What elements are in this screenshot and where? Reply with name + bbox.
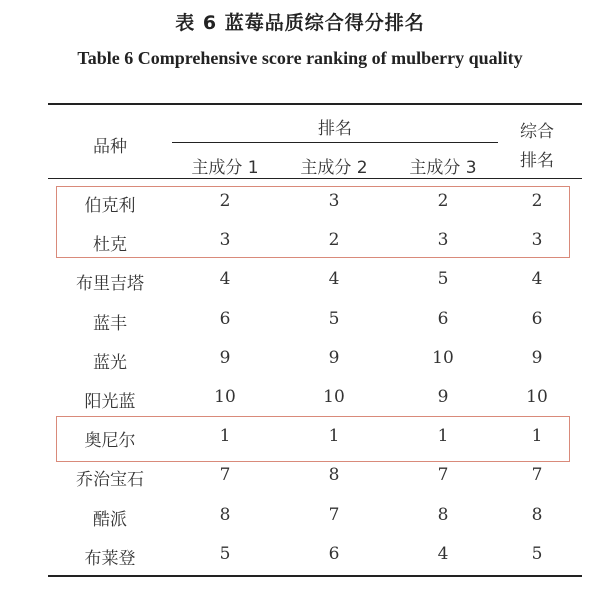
header-pc3: 主成分 3	[409, 158, 477, 178]
table-cell-variety: 布莱登	[84, 548, 136, 569]
table-cell-pc2: 8	[328, 465, 340, 486]
header-rule	[48, 178, 582, 179]
table-cell-pc3: 2	[437, 191, 449, 211]
table-cell-overall: 7	[531, 465, 543, 486]
table-cell-variety: 酷派	[93, 509, 127, 530]
table-cell-overall: 9	[531, 347, 543, 368]
table-cell-pc3: 7	[437, 465, 449, 486]
table-cell-pc3: 6	[437, 308, 449, 329]
bottom-rule	[48, 575, 582, 577]
top-rule	[48, 103, 582, 105]
header-rank-group: 排名	[318, 119, 352, 139]
table-cell-variety: 蓝光	[93, 352, 127, 373]
table-cell-pc1: 6	[219, 308, 231, 329]
table-cell-pc3: 5	[437, 269, 449, 290]
table-cell-overall: 8	[531, 504, 543, 525]
table-cell-pc2: 4	[328, 269, 340, 290]
table-cell-pc3: 10	[432, 347, 454, 368]
table-cell-pc1: 9	[219, 347, 231, 368]
table-title-chinese: 表 6 蓝莓品质综合得分排名	[175, 12, 425, 34]
table-cell-pc2: 7	[328, 504, 340, 525]
table-cell-overall: 2	[531, 191, 543, 211]
table-cell-overall: 6	[531, 308, 543, 329]
header-overall-line1: 综合	[520, 122, 554, 142]
table-cell-pc2: 10	[323, 387, 345, 407]
table-cell-pc3: 1	[437, 426, 449, 447]
table-cell-pc3: 4	[437, 543, 449, 564]
table-title-english: Table 6 Comprehensive score ranking of mulberry quality	[77, 48, 523, 68]
table-cell-pc1: 8	[219, 504, 231, 525]
table-cell-pc1: 10	[214, 387, 236, 407]
table-cell-variety: 奥尼尔	[84, 431, 136, 452]
table-cell-pc2: 9	[328, 347, 340, 368]
table-cell-variety: 杜克	[93, 235, 127, 256]
table-cell-variety: 蓝丰	[93, 313, 127, 334]
header-pc1: 主成分 1	[191, 158, 259, 178]
table-cell-variety: 阳光蓝	[84, 392, 136, 412]
table-cell-pc3: 8	[437, 504, 449, 525]
table-cell-overall: 4	[531, 269, 543, 290]
table-cell-variety: 乔治宝石	[76, 470, 144, 491]
table-cell-pc3: 3	[437, 230, 449, 251]
table-cell-pc3: 9	[437, 387, 449, 407]
table-cell-pc1: 2	[219, 191, 231, 211]
table-cell-pc2: 2	[328, 230, 340, 251]
table-cell-pc2: 5	[328, 308, 340, 329]
header-overall-line2: 排名	[520, 151, 554, 171]
highlight-box-bottom	[56, 416, 570, 462]
header-pc2: 主成分 2	[300, 158, 368, 178]
table-cell-pc2: 1	[328, 426, 340, 447]
highlight-box-top	[56, 186, 570, 258]
table-cell-overall: 3	[531, 230, 543, 251]
table-cell-variety: 伯克利	[84, 196, 136, 216]
table-cell-pc1: 4	[219, 269, 231, 290]
table-cell-pc2: 3	[328, 191, 340, 211]
table-cell-overall: 10	[526, 387, 548, 407]
table-cell-pc1: 7	[219, 465, 231, 486]
table-cell-pc1: 1	[219, 426, 231, 447]
table-cell-pc1: 3	[219, 230, 231, 251]
table-cell-pc1: 5	[219, 543, 231, 564]
header-variety: 品种	[93, 137, 127, 157]
table-cell-overall: 5	[531, 543, 543, 564]
rank-group-rule	[172, 142, 498, 143]
table-cell-variety: 布里吉塔	[76, 274, 144, 295]
table-cell-pc2: 6	[328, 543, 340, 564]
table-cell-overall: 1	[531, 426, 543, 447]
